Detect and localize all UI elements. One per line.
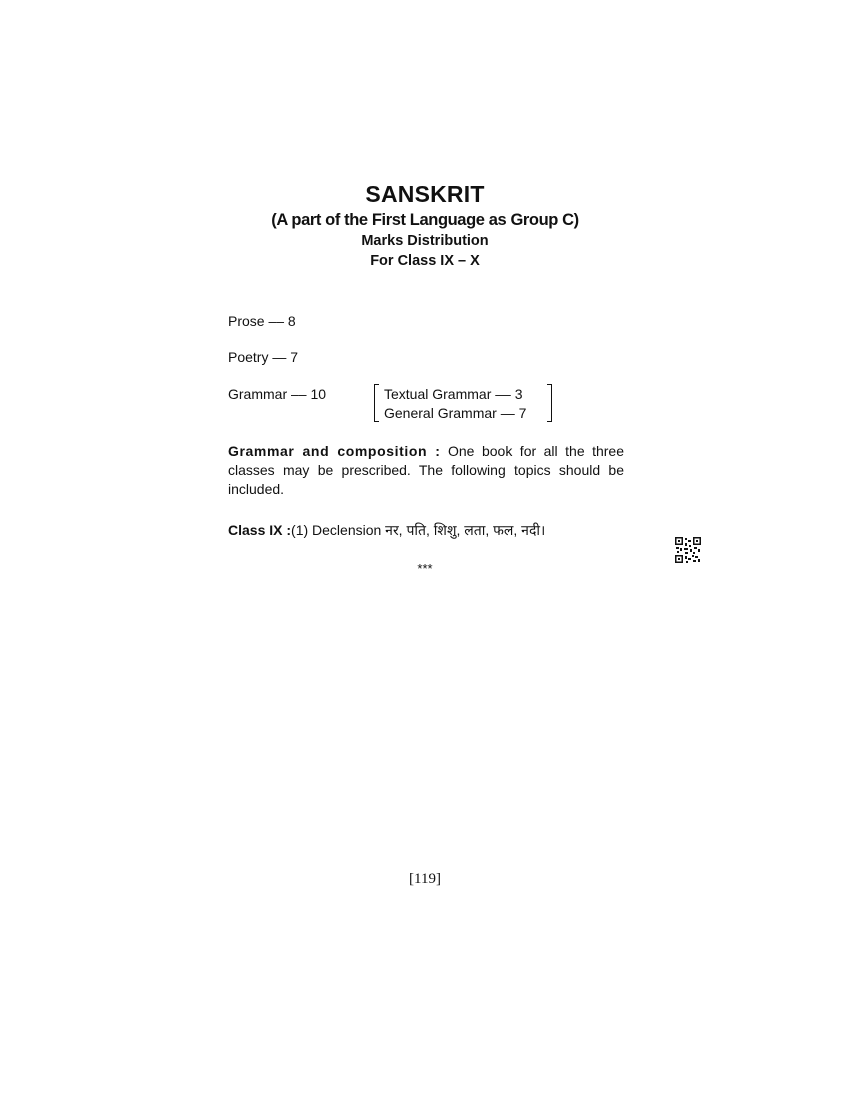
general-grammar-marks: General Grammar — 7 — [384, 405, 527, 421]
prose-marks: Prose –– 8 — [228, 313, 296, 329]
class-ix-label: Class IX : — [228, 522, 292, 538]
poetry-marks: Poetry — 7 — [228, 349, 299, 365]
bracket-right — [547, 384, 552, 422]
marks-distribution-heading: Marks Distribution — [361, 233, 489, 249]
qr-code-icon — [675, 537, 701, 563]
grammar-breakdown — [374, 383, 552, 422]
textual-grammar-marks: Textual Grammar –– 3 — [384, 386, 523, 402]
section-separator: *** — [417, 561, 433, 576]
grammar-marks: Grammar –– 10 — [228, 386, 327, 402]
document-header — [0, 179, 850, 271]
bracket-left — [374, 384, 379, 422]
document-title: SANSKRIT — [365, 181, 485, 207]
composition-paragraph — [228, 442, 624, 499]
class-ix-line — [228, 521, 545, 539]
document-subtitle: (A part of the First Language as Group C) — [271, 211, 579, 229]
composition-text: One book for all the three classes may be prescribed. The following topics should be included. — [228, 443, 625, 497]
class-ix-text: (1) Declension नर, पति, शिशु, लता, फल, नदी। — [291, 522, 546, 538]
class-range-heading: For Class IX – X — [370, 253, 480, 269]
composition-label: Grammar and composition : — [228, 443, 441, 459]
page-number: [119] — [409, 871, 441, 887]
